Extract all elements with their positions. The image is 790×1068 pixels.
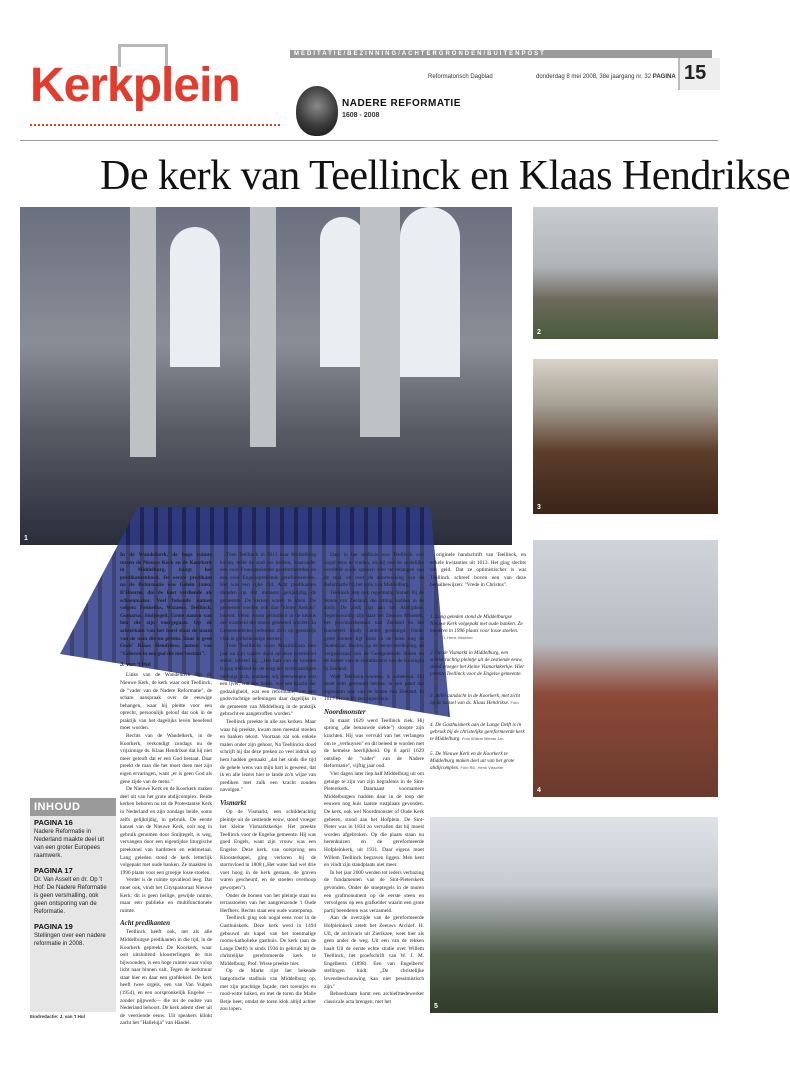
contents-page: PAGINA 19 xyxy=(34,922,73,931)
contents-item[interactable] xyxy=(30,920,116,952)
paragraph: De Nieuwe Kerk en de Koorkerk maken deel uit van het grote abdijcomplex. Beide kerken behoren nu tot de Protestantse Kerk in Nederland en zijn zondags beide, soms zelfs gelijktijdig, in gebruik. De eerste kansel van de Nieuwe Kerk, ooit nog in gebruik genomen door Smijtegelt, is weg, vervangen door een eigentijdse liturgische preekstoel van hardsteen en edelmetaal. Lang geleden stond de kerk letterlijk volgepakt met oude banken. Ze maakten in 1996 plaats voor een groepje losse stoelen. xyxy=(120,786,212,876)
article-column-4 xyxy=(430,552,526,612)
paragraph: Teellinck liep ook regelmatig binnen bij de Staten van Zeeland, die zitting hadden in de abdij. De abdij ligt aan het Abdijplein. Tegenwoordig zijn daar het Zeeuws Museum, het provinciebestuur van Zeeland en het Roosevelt Study Center gevestigd. Onder grote bomen ligt links in de hoek nog de Statenzaal. Rechts, op de eerste verdieping, de vergaderzaal van de Gedeputeerde Staten en de kamer van de commissaris van de Koningin in Zeeland. xyxy=(324,589,424,672)
paragraph: In het jaar 2000 werden tot ieders verbazing de fundamenten van de Sint-Pieterskerk gevonden. Onder de stoeptegels in de muren een grafmonument op de eerste steen en vervolgens op een grafkelder waarin een grote partij beenderen was verzameld. xyxy=(324,869,424,914)
caption-1: 1. Lang geleden stond de Middelburgse Nieuwe Kerk volgepakt met oude banken. Ze maakten in 1996 plaats voor losse stoelen. Foto RD, Henk Visscher xyxy=(430,614,523,640)
caption-5: 5. De Nieuwe Kerk en de Koorkerk te Middelburg maken deel uit van het grote abdijcomplex. Foto RD, Henk Visscher xyxy=(430,751,515,771)
paragraph: Op de Vismarkt, een schilderachtig pleintje uit de zestiende eeuw, stond vroeger het kleine Vismarktkerkje. Het preekte Teellinck voor de Engelse gemeente. Hij was goed Engels, want zijn vrouw was een Engelse. Deze kerk, van oorsprong een Kloosterkapel, ging verloren bij de stormvloed in 1808 („Het water had wel drie voet hoog in de kerk gestaan, de graven waren gescheurd, en de stoelen overhoop geworpen"). xyxy=(220,809,316,891)
editor-credit: Eindredactie: J. van 't Hul xyxy=(30,1014,85,1019)
caption-2: 2. Op de Vismarkt in Middelburg, een schilderachtig pleintje uit de zestiende eeuw, stond vroeger het kleine Vismarktkerkje. Hier preekte Teellinck voor de Engelse gemeente. Foto RD xyxy=(430,650,525,683)
contents-title: INHOUD xyxy=(30,798,116,816)
caption-3: 3. Stille aandacht in de Koorkerk, met zicht op de kansel van ds. Klaas Hendrikse. Foto ANP xyxy=(430,693,521,712)
photo-number: 4 xyxy=(537,787,541,794)
photo-vismarkt xyxy=(533,207,718,339)
paragraph: Vier dagen later liep half Middelburg uit om getuige te zijn van zijn begrafenis in de Sint-Pieterskerk. Daarnaast voornamere Middelburgers hadden daar in de loop der eeuwen nog huis laatste rustplaats gevonden. De kerk, ook wel Noordmonster of Oude Kerk geheten, stond aan het Hofplein. De Sint-Pieter was in 1834 zo vervallen dat hij moest worden afgebroken. Op die plaats staan nu herenhuizen en de gereformeerde Hofpleinkerk, uit 1931. Daar eigens moet Willem Teellinck begraven liggen. Men kent en vindt zijn standplaats niet meer. xyxy=(324,771,424,869)
photo-number: 2 xyxy=(537,329,541,336)
paragraph: Onder de bomen van het pleintje staat nu terrasstoelen van het aangrenzende 't Oude Herfhers. Rechts staat een oude waterpomp. xyxy=(220,892,316,914)
church-column xyxy=(250,207,276,447)
portrait-image xyxy=(296,86,338,136)
church-column xyxy=(130,207,156,457)
subheading: Vismarkt xyxy=(220,799,247,807)
paragraph: Toen Teellinck in 1613 naar Middelburg kwam, telde de stad zes kerken, waaronder een voor Franssprekende gereformeerden en een voor Engelssprekende gereformeerden. Het was een rijke tijd. Acht predikanten dienden op dat moment gelijktijdig de gemeente. De kerken waren te klein. De gemeente werden ook dan "kleine Kerken" bouwd. Velen waren gehinderd in de kennis der waarheid die moest gebouwd worden. In Gemeenteleden oefenden zich op geestelijk vlak in godsdienstige kernen. xyxy=(220,552,316,642)
paragraph: Teellinck preekte in alle zes kerken. Maar waar hij preekte, kwam men meestal stoelen en banken tekort. Voortaan zat ook enkele malen onder zijn gehoor, Na Teellincks dood schrijft hij dat deze preken zo veel indruk op hem hadden gemaakt „dat het sinds die tijd de gehele wens van mijn hart is geweest, dat ik en alle lezers hier te lande zo'n wijze van prediken met zulk een kracht zouden navolgen." xyxy=(220,719,316,794)
article-column-2 xyxy=(220,552,316,1020)
paragraph: Aan de overzijde van de gereformeerde Hofpleinkerk zetelt het Zeeuws Archief. H. Uil, de archivaris uit Zierikzee, weet hier als geen ander de weg. Uit een van de rekken haalt Uil de eerste echte studie over Willem Teellinck, het proefschrift van W. J. M. Engelberts (1898). Een van Engelberts' stellingen luidt: „De christelijke levensbeschouwing kan niet pessimistisch zijn." xyxy=(324,915,424,990)
contents-text: Stellingen over een nadere reformatie in 2008. xyxy=(34,933,106,947)
paragraph: Verder is de ruimte opvallend leeg. Dat moet ook, vindt het Cityspastoraat Nieuwe Kerk: dit is geen heilige, gewijde ruimte, maar een publieke en multifunctionele ruimte. xyxy=(120,877,212,914)
paragraph: Daar in het stadhuis was Teellinck ook nogal eens te vinden, als hij met de stedelijke overheid wilde spreken over de belangen van de stad, en over de doorwerking van de Reformatie bij het volk van Middelburg. xyxy=(324,552,424,589)
church-window xyxy=(320,217,365,367)
series-title: NADERE REFORMATIE xyxy=(342,98,461,109)
contents-box xyxy=(30,798,116,1012)
logo-underline xyxy=(30,124,280,130)
paragraph: Op de Markt rijst het bekende laatgotische stadhuis van Middelburg op, met zijn prachtige façade, met torentjes en rood-witte luiken, en met de toren die Malle Betje heet, omdat de toren klok altijd achter zou lopen. xyxy=(220,968,316,1013)
photo-abdij xyxy=(430,817,718,1013)
paragraph: originele handschrift van Teellinck, en enkele kwitanties uit 1613. Het ging slechts om geld. Dat ze optimistischer is wat Teellinck schreef boven een van deze betaalbewijzen: "Vrede in Christus". xyxy=(430,552,526,589)
photo-captions xyxy=(430,614,526,814)
section-logo: Kerkplein xyxy=(30,59,240,112)
contents-item[interactable] xyxy=(30,864,116,920)
article-column-3 xyxy=(324,552,424,1020)
series-years: 1608 - 2008 xyxy=(342,112,380,119)
photo-koorkerk xyxy=(533,359,718,514)
paragraph: Teellinck heeft ook, net als alle Middelburgse predikanten in die tijd, in de Koorkerk gepreekt. De Koorkerk, waar ooit uitsluitend kloosterlingen de mis bijwoonden, is een hoge ruimte waar volop licht naar binnen valt. Tegen de kerkmuur staat hier en daar een grafdeksel. De kerk heeft twee orgels, een van Van Vulpen (1954), en een oorspronkelijk Engelse —zonder pijpwerk— die tot de oudste van Nederland behoort. De kerk ademt sfeer uit de veertiende eeuw. Uit speakers klinkt zacht het "Halleluja" van Händel. xyxy=(120,929,212,1027)
paragraph: Behoedzaam komt een archiefmedewerker classicale acta brengen, met het xyxy=(324,991,424,1005)
paragraph: Links van de Wandelkerk ligt de Nieuwe Kerk, de kerk waar ooit Teellinck, de "vader van de Nadere Reformatie", de schare aanspraak over de eeuwige behangen, waar hij pleitte voor een oprecht, persoonlijk geloof dat ook in de praktijk van het dagelijks leven beoefend moet worden. xyxy=(120,672,212,732)
photo-gasthuiskerk xyxy=(533,540,718,797)
paragraph: Toen Teellincks noon Maximiliaan tien jaar na zijn vaders dood op deze preekstoel stond, schreef hij: „Het hart van de vromen is nog treffend en de toog der zichtvaardigen verbuigt zich, wanneer wij overweegen wat een ijver, wat een liefde, wat een kracht der godzaligheid, wat een reformatie, wat een godsvruchtige oefeningen daar dagelijks in de gemeente van Middelburg in de praktijk gebracht en aangetroffen worden." xyxy=(220,643,316,718)
page-number: 15 xyxy=(684,62,707,84)
paragraph: In maart 1629 werd Teellinck ziek. Hij sprong „die benauwde siekte") sloopte zijn krachten. Hij was vervuld van het verlangen om te „verhuysen" en dit beleed te worden met de hemelse heerlijkheid. Op 8 april 1629 ontsliep de "vader" van de Nadere Reformatie", vijftig jaar oud. xyxy=(324,717,424,770)
dateline: donderdag 8 mei 2008, 38e jaargang nr. 32 PAGINA xyxy=(536,74,676,80)
page-label: PAGINA xyxy=(652,74,676,80)
paragraph: Teellinck ging ook nogal eens voor in de Gasthuiskerk. Deze kerk werd in 1494 gebouwd als kapel van het toenmalige rooms-katholieke gasthuis. De kerk (aan de Lange Delft) is sinds 1936 in gebruik bij de christelijke gereformeerde kerk te Middelburg. Prof. Wisse preekte hier. xyxy=(220,915,316,967)
divider xyxy=(20,140,718,141)
byline: J. van 't Hul xyxy=(120,662,151,669)
paragraph: Waar Teellinck woonde, is onbekend. Hij moet echt gewoond hebben in een pand dat eigendom was van de Staten van Zeeland. In 1617 betrok hij een eigen huis. xyxy=(324,673,424,703)
photo-number: 1 xyxy=(24,535,28,542)
paragraph: Rechts van de Wandelkerk, in de Koorkerk, verkondigt zondags nu de vrijzinnige ds. Klaas Hendrikse dat hij niet meer gelooft dat er een God bestaat. Daar preekt de man die het moet doen met zijn eigen ervaringen, want „er is geen God als gene zijde van de mens." xyxy=(120,733,212,785)
contents-text: Dr. Van Asselt en dr. Op 't Hof: De Nadere Reformatie is geen versmalling, ook geen ontsporing van de Reformatie. xyxy=(34,877,107,915)
photo-number: 3 xyxy=(537,504,541,511)
contents-page: PAGINA 16 xyxy=(34,818,73,827)
article-intro: In de Wandelkerk, de hoge ruimte tussen de Nieuwe Kerk en de Koorkerk in Middelburg, hangt het predikantenbord. De eerste predikant na de Reformatie was Gelein Jansz. D'Hoorne, die de kost verdiende als schoenmaker. Veel bekende namen volgen: Fenkelius, Walaeus, Teellinck, Gomarus, Smijtegelt. Grote namen van hen die zijn voorgegaan. Op de achterkant van het bord staat de naam van de man die nu preekt. Daar is geen Gods' Klaas Hendrikse, auteur van "Geloven in een god die niet bestaat". xyxy=(120,552,212,657)
caption-4: 4. De Gasthuiskerk aan de Lange Delft is in gebruik bij de christelijke gereformeerde kerk te Middelburg. Foto Willem Mieras Jzn xyxy=(430,722,525,742)
church-column xyxy=(360,207,400,437)
church-window xyxy=(170,227,220,367)
article-column-1 xyxy=(120,552,212,1027)
contents-item[interactable] xyxy=(30,816,116,864)
photo-church-interior xyxy=(20,207,512,545)
newspaper-name: Reformatorisch Dagblad xyxy=(428,74,493,80)
section-bar: MEDITATIE/BEZINNING/ACHTERGRONDEN/BUITENPOST xyxy=(290,50,712,58)
headline: De kerk van Teellinck en Klaas Hendrikse xyxy=(100,153,790,199)
subheading: Acht predikanten xyxy=(120,919,170,928)
contents-text: Nadere Reformatie in Nederland maakte deel uit van een groter Europees raamwerk. xyxy=(34,829,105,859)
contents-page: PAGINA 17 xyxy=(34,866,73,875)
photo-number: 5 xyxy=(434,1003,438,1010)
church-window xyxy=(400,207,460,377)
subheading: Noordmonster xyxy=(324,707,366,716)
